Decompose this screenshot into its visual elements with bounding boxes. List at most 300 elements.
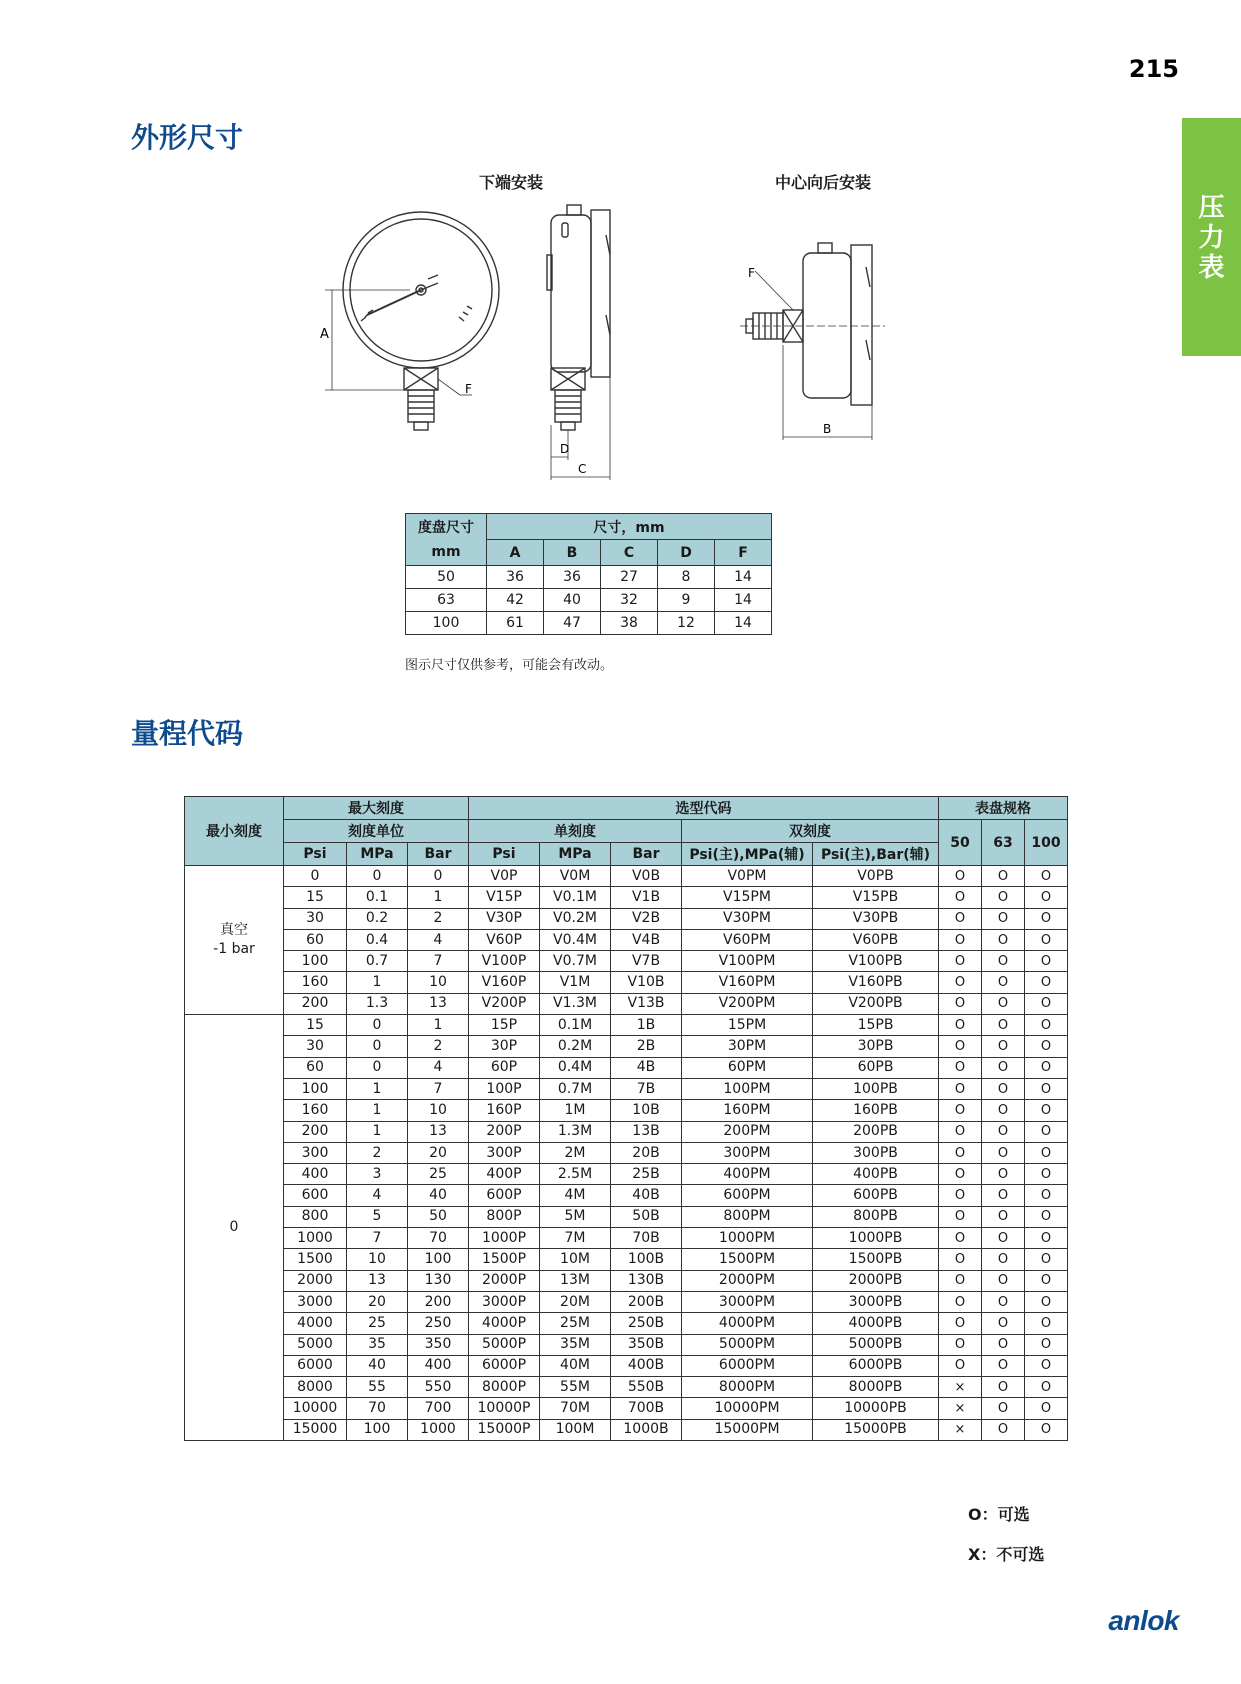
table-cell: 2B xyxy=(611,1036,682,1057)
size-mm-header: 尺寸，mm xyxy=(487,514,772,540)
table-row xyxy=(185,1164,1068,1185)
table-cell: 10000PM xyxy=(682,1398,813,1419)
table-cell: 160 xyxy=(284,972,347,993)
table-cell: 400B xyxy=(611,1355,682,1376)
table-cell: 400P xyxy=(469,1164,540,1185)
availability-cell: O xyxy=(939,1313,982,1334)
table-cell: 1000PM xyxy=(682,1228,813,1249)
table-cell: V60P xyxy=(469,929,540,950)
table-cell: 36 xyxy=(544,566,601,589)
table-cell: 200 xyxy=(284,1121,347,1142)
availability-cell: O xyxy=(1025,1334,1068,1355)
table-cell: 100 xyxy=(347,1419,408,1440)
unit-bar-header: Bar xyxy=(408,843,469,866)
table-cell: 15000PB xyxy=(813,1419,939,1440)
table-row xyxy=(406,566,772,589)
table-cell: 15000PM xyxy=(682,1419,813,1440)
table-cell: 30PB xyxy=(813,1036,939,1057)
table-cell: 0.2 xyxy=(347,908,408,929)
availability-cell: O xyxy=(982,929,1025,950)
table-cell: 0.4 xyxy=(347,929,408,950)
table-row xyxy=(185,1228,1068,1249)
table-cell: 13B xyxy=(611,1121,682,1142)
table-cell: 1500PB xyxy=(813,1249,939,1270)
availability-cell: O xyxy=(1025,1164,1068,1185)
table-cell: 35 xyxy=(347,1334,408,1355)
back-mount-label: 中心向后安装 xyxy=(775,173,872,192)
table-cell: V0PB xyxy=(813,866,939,887)
availability-cell: O xyxy=(1025,1057,1068,1078)
availability-cell: O xyxy=(939,887,982,908)
table-cell: 1M xyxy=(540,1100,611,1121)
table-cell: V30P xyxy=(469,908,540,929)
availability-cell: O xyxy=(1025,1419,1068,1440)
dim-F-label-back: F xyxy=(748,266,755,280)
table-cell: 1 xyxy=(408,1015,469,1036)
table-cell: 200PB xyxy=(813,1121,939,1142)
table-cell: 60 xyxy=(284,929,347,950)
table-cell: 30 xyxy=(284,908,347,929)
table-row xyxy=(185,1142,1068,1163)
table-cell: V60PB xyxy=(813,929,939,950)
table-cell: 400 xyxy=(284,1164,347,1185)
table-cell: 4M xyxy=(540,1185,611,1206)
table-cell: 7B xyxy=(611,1078,682,1099)
availability-cell: O xyxy=(982,1419,1025,1440)
dimension-table-body xyxy=(406,566,772,635)
table-cell: 4 xyxy=(408,929,469,950)
availability-cell: O xyxy=(982,1291,1025,1312)
section-title-dimensions: 外形尺寸 xyxy=(131,121,244,154)
single-psi-header: Psi xyxy=(469,843,540,866)
bottom-mount-label: 下端安装 xyxy=(479,173,544,192)
availability-cell: O xyxy=(939,866,982,887)
availability-cell: O xyxy=(939,1249,982,1270)
table-cell: 35M xyxy=(540,1334,611,1355)
vacuum-group-label xyxy=(185,866,284,1015)
table-cell: 1 xyxy=(347,1078,408,1099)
table-cell: 10 xyxy=(347,1249,408,1270)
zero-group-label xyxy=(185,1015,284,1441)
table-row xyxy=(185,1036,1068,1057)
legend-optional: O：可选 xyxy=(968,1505,1030,1524)
table-cell: 0 xyxy=(408,866,469,887)
table-cell: 20 xyxy=(347,1291,408,1312)
table-cell: V0PM xyxy=(682,866,813,887)
dimension-table xyxy=(405,513,772,635)
dial-spec-header: 表盘规格 xyxy=(939,797,1068,820)
table-cell: 2000 xyxy=(284,1270,347,1291)
table-row xyxy=(185,993,1068,1014)
table-cell: 15P xyxy=(469,1015,540,1036)
availability-cell: × xyxy=(939,1419,982,1440)
availability-cell: O xyxy=(982,972,1025,993)
table-cell: 47 xyxy=(544,612,601,635)
table-cell: 1 xyxy=(347,1121,408,1142)
table-cell: 600PB xyxy=(813,1185,939,1206)
availability-cell: O xyxy=(939,1078,982,1099)
table-cell: 5M xyxy=(540,1206,611,1227)
availability-cell: O xyxy=(939,1206,982,1227)
table-cell: V0.7M xyxy=(540,951,611,972)
table-row xyxy=(185,1355,1068,1376)
table-cell: 6000PB xyxy=(813,1355,939,1376)
table-row xyxy=(185,1206,1068,1227)
table-cell: 0.7M xyxy=(540,1078,611,1099)
table-cell: 25 xyxy=(408,1164,469,1185)
unit-mpa-header: MPa xyxy=(347,843,408,866)
single-scale-header: 单刻度 xyxy=(469,820,682,843)
col-header: C xyxy=(601,540,658,566)
table-cell: 60 xyxy=(284,1057,347,1078)
table-cell: V200PB xyxy=(813,993,939,1014)
dual-scale-header: 双刻度 xyxy=(682,820,939,843)
table-cell: V0.1M xyxy=(540,887,611,908)
table-cell: V13B xyxy=(611,993,682,1014)
table-cell: 8 xyxy=(658,566,715,589)
availability-cell: O xyxy=(939,993,982,1014)
table-cell: 40 xyxy=(408,1185,469,1206)
table-cell: 1 xyxy=(347,972,408,993)
availability-cell: O xyxy=(1025,1355,1068,1376)
table-cell: 160P xyxy=(469,1100,540,1121)
table-cell: 70 xyxy=(408,1228,469,1249)
availability-cell: O xyxy=(982,1228,1025,1249)
availability-cell: O xyxy=(939,1142,982,1163)
table-cell: 100M xyxy=(540,1419,611,1440)
table-cell: 0.4M xyxy=(540,1057,611,1078)
table-cell: 1500P xyxy=(469,1249,540,1270)
availability-cell: O xyxy=(982,1355,1025,1376)
table-cell: 1.3M xyxy=(540,1121,611,1142)
table-cell: 0 xyxy=(347,1015,408,1036)
table-cell: 40 xyxy=(347,1355,408,1376)
table-cell: 36 xyxy=(487,566,544,589)
availability-cell: O xyxy=(982,1185,1025,1206)
side-tab-char: 力 xyxy=(1198,223,1225,253)
table-row xyxy=(185,972,1068,993)
table-cell: 1B xyxy=(611,1015,682,1036)
table-row xyxy=(185,1015,1068,1036)
table-cell: V0B xyxy=(611,866,682,887)
table-row xyxy=(406,612,772,635)
table-cell: 14 xyxy=(715,589,772,612)
table-cell: 70 xyxy=(347,1398,408,1419)
table-cell: 50B xyxy=(611,1206,682,1227)
table-cell: V0M xyxy=(540,866,611,887)
table-cell: 4000P xyxy=(469,1313,540,1334)
availability-cell: O xyxy=(939,929,982,950)
dim-C-label: C xyxy=(578,462,587,476)
table-cell: 3000P xyxy=(469,1291,540,1312)
table-cell: 30PM xyxy=(682,1036,813,1057)
table-cell: 15000P xyxy=(469,1419,540,1440)
table-cell: 15PB xyxy=(813,1015,939,1036)
availability-cell: O xyxy=(982,1270,1025,1291)
table-row xyxy=(185,1398,1068,1419)
table-cell: 13 xyxy=(347,1270,408,1291)
table-cell: 30P xyxy=(469,1036,540,1057)
table-cell: V15PB xyxy=(813,887,939,908)
availability-cell: O xyxy=(939,1291,982,1312)
table-cell: 800 xyxy=(284,1206,347,1227)
table-cell: 800P xyxy=(469,1206,540,1227)
table-cell: 13 xyxy=(408,993,469,1014)
table-cell: 100P xyxy=(469,1078,540,1099)
table-cell: 10000PB xyxy=(813,1398,939,1419)
table-cell: 3000PM xyxy=(682,1291,813,1312)
table-cell: 350 xyxy=(408,1334,469,1355)
table-cell: 27 xyxy=(601,566,658,589)
side-category-tab xyxy=(1182,118,1241,356)
table-cell: 3 xyxy=(347,1164,408,1185)
table-row xyxy=(185,887,1068,908)
table-row xyxy=(185,908,1068,929)
table-cell: 20M xyxy=(540,1291,611,1312)
table-cell: V0P xyxy=(469,866,540,887)
availability-cell: O xyxy=(939,1100,982,1121)
table-cell: 0 xyxy=(347,1057,408,1078)
table-cell: 800PM xyxy=(682,1206,813,1227)
table-cell: 30 xyxy=(284,1036,347,1057)
availability-cell: O xyxy=(939,1121,982,1142)
table-cell: 42 xyxy=(487,589,544,612)
dual-psi-mpa-header: Psi(主),MPa(辅) xyxy=(682,843,813,866)
availability-cell: O xyxy=(1025,1036,1068,1057)
table-cell: V4B xyxy=(611,929,682,950)
table-cell: 400PM xyxy=(682,1164,813,1185)
table-cell: 400 xyxy=(408,1355,469,1376)
availability-cell: O xyxy=(982,866,1025,887)
table-cell: 2000P xyxy=(469,1270,540,1291)
table-cell: V1M xyxy=(540,972,611,993)
table-cell: 20 xyxy=(408,1142,469,1163)
table-cell: 4B xyxy=(611,1057,682,1078)
table-cell: 10000P xyxy=(469,1398,540,1419)
footnote: 图示尺寸仅供参考，可能会有改动。 xyxy=(405,658,614,673)
availability-cell: O xyxy=(939,1036,982,1057)
table-cell: 4000PM xyxy=(682,1313,813,1334)
table-cell: V200PM xyxy=(682,993,813,1014)
table-cell: 8000PM xyxy=(682,1377,813,1398)
table-cell: 10B xyxy=(611,1100,682,1121)
table-cell: 550 xyxy=(408,1377,469,1398)
max-scale-header: 最大刻度 xyxy=(284,797,469,820)
availability-cell: O xyxy=(1025,1291,1068,1312)
table-cell: 14 xyxy=(715,566,772,589)
unit-psi-header: Psi xyxy=(284,843,347,866)
table-cell: 130B xyxy=(611,1270,682,1291)
table-cell: 10 xyxy=(408,1100,469,1121)
table-cell: V200P xyxy=(469,993,540,1014)
table-cell: 1000 xyxy=(408,1419,469,1440)
table-cell: 0.1 xyxy=(347,887,408,908)
availability-cell: O xyxy=(939,1228,982,1249)
table-cell: 5 xyxy=(347,1206,408,1227)
availability-cell: O xyxy=(1025,951,1068,972)
availability-cell: O xyxy=(982,1164,1025,1185)
table-cell: 250B xyxy=(611,1313,682,1334)
gauge-dimension-drawing xyxy=(310,195,910,485)
availability-cell: O xyxy=(982,1313,1025,1334)
table-cell: 60PM xyxy=(682,1057,813,1078)
availability-cell: O xyxy=(939,1164,982,1185)
availability-cell: O xyxy=(1025,887,1068,908)
table-cell: 4000PB xyxy=(813,1313,939,1334)
table-cell: 5000 xyxy=(284,1334,347,1355)
table-cell: 600PM xyxy=(682,1185,813,1206)
table-cell: 100 xyxy=(408,1249,469,1270)
table-cell: V7B xyxy=(611,951,682,972)
col-header: B xyxy=(544,540,601,566)
table-cell: 300PM xyxy=(682,1142,813,1163)
table-cell: 50 xyxy=(408,1206,469,1227)
table-cell: 55 xyxy=(347,1377,408,1398)
availability-cell: × xyxy=(939,1398,982,1419)
table-cell: V60PM xyxy=(682,929,813,950)
table-cell: 15 xyxy=(284,887,347,908)
table-cell: V30PB xyxy=(813,908,939,929)
table-cell: 1000 xyxy=(284,1228,347,1249)
table-row xyxy=(185,1377,1068,1398)
table-cell: 12 xyxy=(658,612,715,635)
availability-cell: O xyxy=(1025,1398,1068,1419)
table-cell: 8000 xyxy=(284,1377,347,1398)
availability-cell: O xyxy=(1025,1121,1068,1142)
table-cell: V1.3M xyxy=(540,993,611,1014)
table-cell: 6000P xyxy=(469,1355,540,1376)
availability-cell: O xyxy=(939,972,982,993)
table-cell: 7 xyxy=(408,1078,469,1099)
table-cell: 38 xyxy=(601,612,658,635)
availability-cell: O xyxy=(1025,1377,1068,1398)
availability-cell: O xyxy=(939,951,982,972)
table-cell: 0 xyxy=(347,1036,408,1057)
table-cell: 0 xyxy=(284,866,347,887)
table-cell: 15000 xyxy=(284,1419,347,1440)
table-cell: 100 xyxy=(284,1078,347,1099)
table-cell: 1500PM xyxy=(682,1249,813,1270)
single-mpa-header: MPa xyxy=(540,843,611,866)
table-cell: 60PB xyxy=(813,1057,939,1078)
table-row xyxy=(185,1419,1068,1440)
table-cell: 5000PM xyxy=(682,1334,813,1355)
table-cell: 6000 xyxy=(284,1355,347,1376)
table-cell: V0.4M xyxy=(540,929,611,950)
availability-cell: O xyxy=(982,1334,1025,1355)
table-cell: 250 xyxy=(408,1313,469,1334)
table-cell: 60P xyxy=(469,1057,540,1078)
table-cell: 2.5M xyxy=(540,1164,611,1185)
table-cell: 2 xyxy=(408,1036,469,1057)
table-cell: 700 xyxy=(408,1398,469,1419)
range-code-table xyxy=(184,796,1068,1441)
availability-cell: O xyxy=(939,908,982,929)
table-cell: 1000B xyxy=(611,1419,682,1440)
table-cell: 1000PB xyxy=(813,1228,939,1249)
table-cell: 55M xyxy=(540,1377,611,1398)
table-cell: 4 xyxy=(408,1057,469,1078)
availability-cell: O xyxy=(1025,1206,1068,1227)
dim-A-label: A xyxy=(320,327,329,342)
table-cell: 13 xyxy=(408,1121,469,1142)
table-cell: 200 xyxy=(408,1291,469,1312)
side-tab-char: 表 xyxy=(1198,253,1225,283)
table-row xyxy=(185,1057,1068,1078)
table-cell: 2M xyxy=(540,1142,611,1163)
table-cell: 7 xyxy=(347,1228,408,1249)
availability-cell: O xyxy=(982,1249,1025,1270)
table-cell: 550B xyxy=(611,1377,682,1398)
brand-logo: anlok xyxy=(1108,1605,1179,1636)
availability-cell: O xyxy=(982,1206,1025,1227)
table-row xyxy=(185,951,1068,972)
availability-cell: O xyxy=(1025,1185,1068,1206)
table-row xyxy=(185,866,1068,887)
table-cell: 1.3 xyxy=(347,993,408,1014)
availability-cell: O xyxy=(939,1057,982,1078)
table-cell: 160PM xyxy=(682,1100,813,1121)
table-cell: 100 xyxy=(406,612,487,635)
table-cell: 70B xyxy=(611,1228,682,1249)
table-cell: 25 xyxy=(347,1313,408,1334)
availability-cell: O xyxy=(1025,1078,1068,1099)
table-cell: 25M xyxy=(540,1313,611,1334)
dim-D-label: D xyxy=(560,442,570,456)
table-cell: 2 xyxy=(408,908,469,929)
table-cell: 14 xyxy=(715,612,772,635)
table-cell: 61 xyxy=(487,612,544,635)
table-row xyxy=(185,1334,1068,1355)
col-header: A xyxy=(487,540,544,566)
availability-cell: O xyxy=(982,908,1025,929)
section-title-range-codes: 量程代码 xyxy=(131,717,244,750)
table-cell: 32 xyxy=(601,589,658,612)
table-cell: 200P xyxy=(469,1121,540,1142)
table-cell: 200B xyxy=(611,1291,682,1312)
table-cell: 40 xyxy=(544,589,601,612)
table-cell: 20B xyxy=(611,1142,682,1163)
table-cell: 40B xyxy=(611,1185,682,1206)
availability-cell: O xyxy=(939,1270,982,1291)
availability-cell: O xyxy=(1025,972,1068,993)
dial-size-unit-text: mm xyxy=(431,543,461,560)
table-cell: 200 xyxy=(284,993,347,1014)
table-cell: 100B xyxy=(611,1249,682,1270)
table-cell: V2B xyxy=(611,908,682,929)
table-cell: 2 xyxy=(347,1142,408,1163)
table-row xyxy=(185,1121,1068,1142)
table-cell: 1000P xyxy=(469,1228,540,1249)
availability-cell: O xyxy=(982,1398,1025,1419)
single-bar-header: Bar xyxy=(611,843,682,866)
availability-cell: O xyxy=(1025,866,1068,887)
table-row xyxy=(185,1291,1068,1312)
table-row xyxy=(185,1249,1068,1270)
table-cell: V100PM xyxy=(682,951,813,972)
table-cell: 130 xyxy=(408,1270,469,1291)
table-cell: 300 xyxy=(284,1142,347,1163)
table-cell: 300P xyxy=(469,1142,540,1163)
table-cell: 9 xyxy=(658,589,715,612)
availability-cell: O xyxy=(1025,1015,1068,1036)
table-cell: 10000 xyxy=(284,1398,347,1419)
table-cell: 8000P xyxy=(469,1377,540,1398)
table-cell: V15PM xyxy=(682,887,813,908)
availability-cell: O xyxy=(939,1355,982,1376)
dual-psi-bar-header: Psi(主),Bar(辅) xyxy=(813,843,939,866)
availability-cell: O xyxy=(1025,908,1068,929)
